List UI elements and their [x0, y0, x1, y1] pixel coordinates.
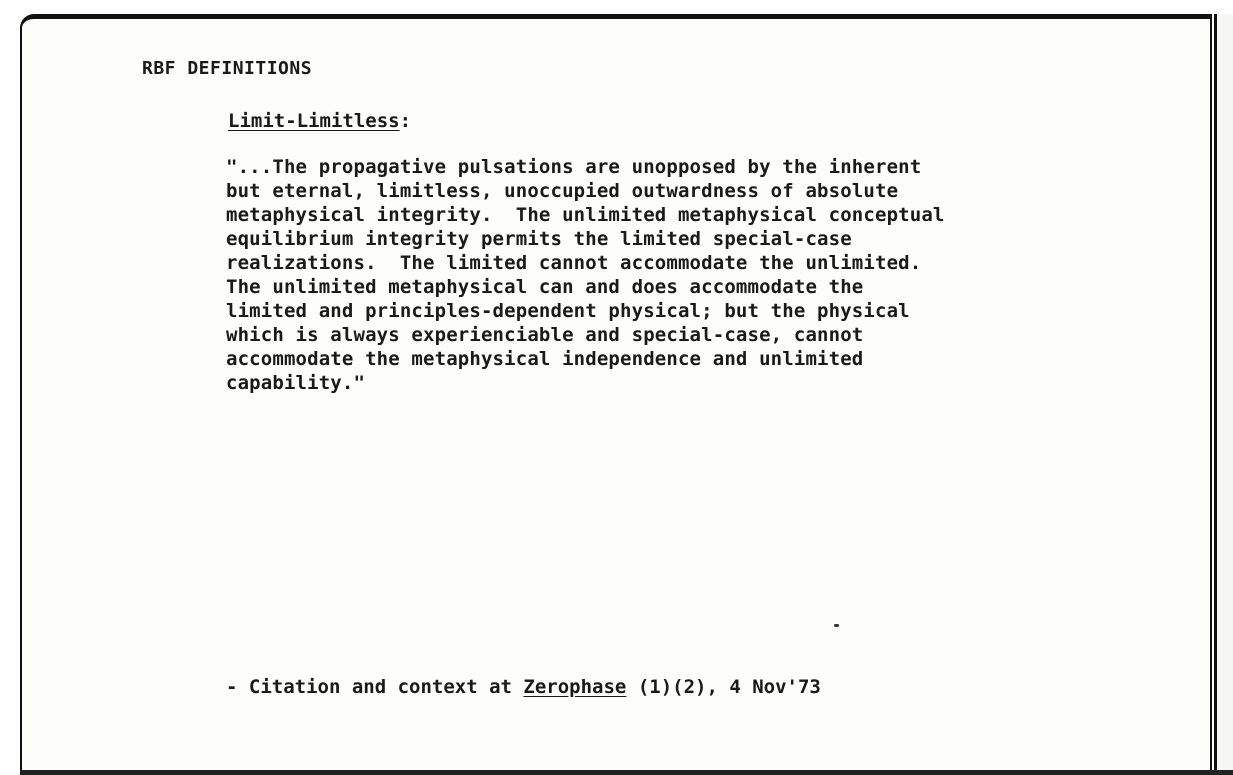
citation-link[interactable]: Zerophase [523, 676, 627, 698]
quote-line: The unlimited metaphysical can and does accommodate the [226, 276, 864, 298]
quote-line: but eternal, limitless, unoccupied outwardness of absolute [226, 180, 899, 202]
quote-line: accommodate the metaphysical independence and unlimited [226, 348, 864, 370]
citation-suffix: (1)(2), 4 Nov'73 [626, 676, 821, 698]
quote-line: equilibrium integrity permits the limited special-case [226, 228, 852, 250]
citation-prefix: - Citation and context at [226, 676, 524, 698]
quote-line: "...The propagative pulsations are unopposed by the inherent [226, 156, 922, 178]
ink-speck [834, 624, 839, 627]
document-header: RBF DEFINITIONS [142, 58, 313, 79]
citation-line [226, 674, 821, 700]
card-edge-strip [1214, 14, 1233, 775]
quote-line: realizations. The limited cannot accommodate the unlimited. [226, 252, 922, 274]
definition-quote [226, 155, 1126, 395]
quote-line: capability." [226, 372, 366, 394]
card-bottom-edge [20, 770, 1233, 775]
term-name: Limit-Limitless [228, 110, 400, 132]
quote-line: limited and principles-dependent physical; but the physical [226, 300, 910, 322]
term-colon: : [399, 110, 412, 132]
quote-line: which is always experienciable and special-case, cannot [226, 324, 864, 346]
definition-term [228, 108, 411, 134]
quote-line: metaphysical integrity. The unlimited metaphysical conceptual [226, 204, 945, 226]
